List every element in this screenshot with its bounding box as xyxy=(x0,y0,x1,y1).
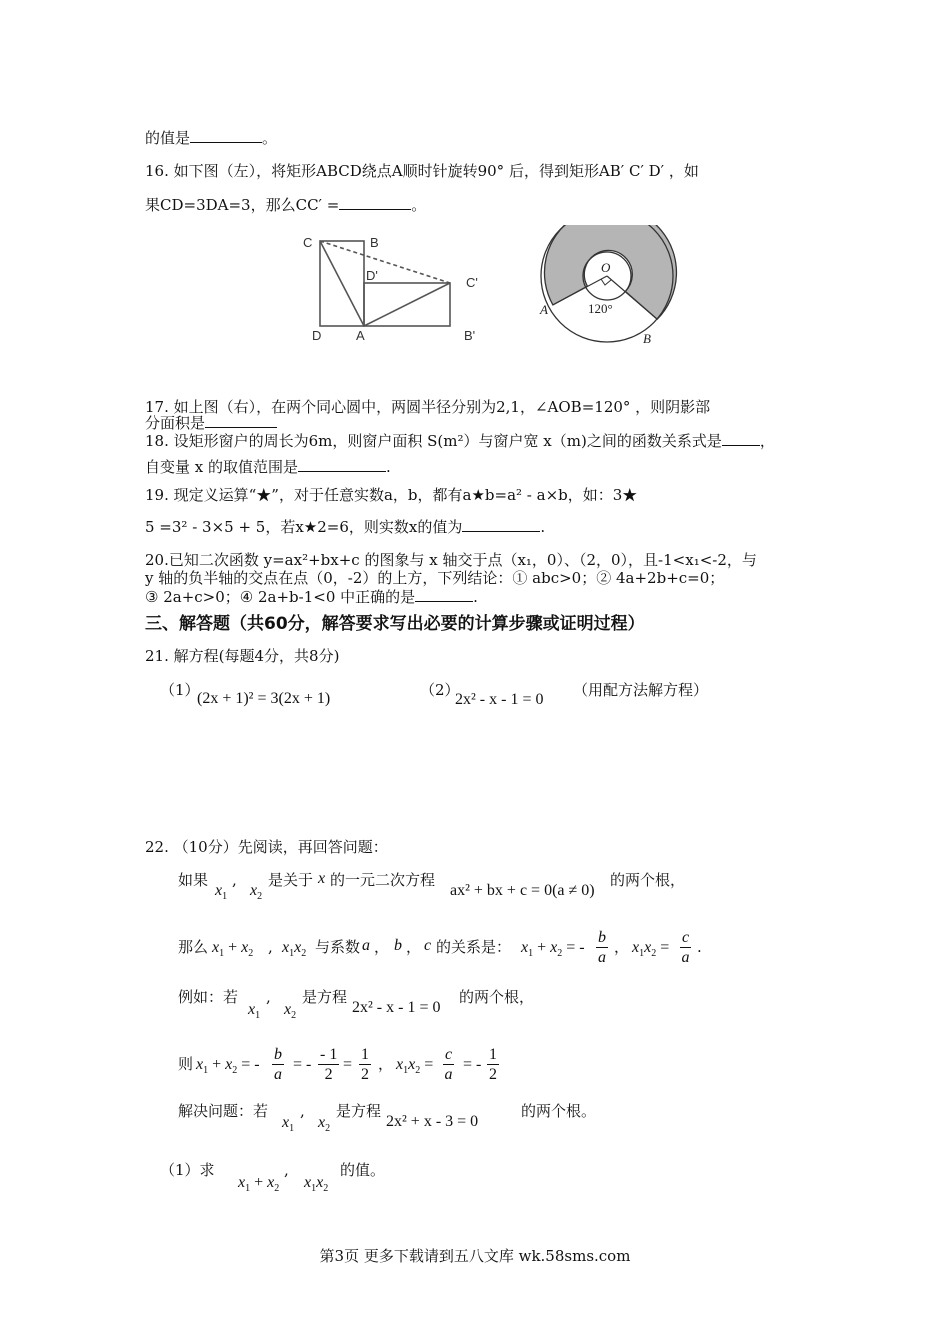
q22-quadratic: 的一元二次方程 xyxy=(330,871,436,889)
q16-end: 。 xyxy=(411,196,427,214)
q22-ex-eq2: = xyxy=(343,1056,353,1073)
q22-ex-frac4: $\frac{c}{a}$ xyxy=(444,1046,453,1083)
q18-line1 xyxy=(145,431,775,451)
q22-solve-x1: $x_1$ xyxy=(282,1114,295,1135)
q20-text: ③ 2a+c>0；④ 2a+b-1<0 中正确的是 xyxy=(145,588,416,606)
q18-line2 xyxy=(145,457,391,477)
q22-var-x: x xyxy=(318,870,326,887)
q22-general-eq: ax² + bx + c = 0(a ≠ 0) xyxy=(450,882,595,899)
segment-ca xyxy=(320,241,364,326)
page-footer: 第3页 更多下载请到五八文库 wk.58sms.com xyxy=(319,1247,631,1265)
q22-example-label: 例如：若 xyxy=(178,988,239,1006)
segment-c2a xyxy=(364,283,450,326)
label-c: C xyxy=(303,235,313,250)
label-b-prime: B' xyxy=(464,328,476,343)
q18-blank1 xyxy=(722,431,760,446)
q22-ex-frac2: $\frac{- 1}{2}$ xyxy=(320,1046,338,1083)
label-a: A xyxy=(356,328,365,343)
q22-ex-frac5: $\frac{1}{2}$ xyxy=(489,1046,497,1083)
q22-sum-formula: $x_1 + x_2$ = - xyxy=(521,939,585,960)
q17-line2 xyxy=(145,413,277,433)
angle-mark xyxy=(601,279,611,285)
q22-ex-eq1: = - xyxy=(293,1056,312,1073)
q20-line3 xyxy=(145,587,478,607)
q22-ex-comma2: ， xyxy=(378,1055,394,1073)
section-heading: 三、解答题（共60分，解答要求写出必要的计算步骤或证明过程） xyxy=(145,614,645,634)
q16-text: 果CD=3DA=3，那么CC′ = xyxy=(145,196,340,214)
q22-ex-comma: , xyxy=(266,988,271,1006)
q22-period: . xyxy=(697,938,702,956)
q22-ex-frac3: $\frac{1}{2}$ xyxy=(361,1046,369,1083)
q22-frac-b-a: $\frac{b}{a}$ xyxy=(598,929,606,966)
q22-product: $x_1x_2$ xyxy=(282,939,307,960)
q19-end: . xyxy=(540,518,546,536)
q17-text: 分面积是 xyxy=(145,414,206,432)
q22-x1: $x_1$ xyxy=(215,882,228,903)
q20-blank xyxy=(415,587,473,602)
q16-line2 xyxy=(145,195,426,215)
q21-eq1: (2x + 1)² = 3(2x + 1) xyxy=(197,690,331,707)
q22-comma4: ， xyxy=(406,938,422,956)
label-b: B xyxy=(643,331,651,346)
q22-then-label: 则 xyxy=(178,1055,194,1073)
q22-ex-end: 的两个根， xyxy=(459,988,535,1006)
q22-ex-eq: 2x² - x - 1 = 0 xyxy=(352,999,441,1016)
segment-cc2-dashed xyxy=(320,241,450,283)
q20-end: . xyxy=(473,588,478,606)
q22-x2: $x_2$ xyxy=(250,882,263,903)
q22-frac-c-a: $\frac{c}{a}$ xyxy=(681,929,690,966)
q21-part1-label: （1） xyxy=(160,681,200,699)
q22-solve-label: 解决问题：若 xyxy=(178,1102,269,1120)
label-b: B xyxy=(370,235,379,250)
q22-ex-x1: $x_1$ xyxy=(248,1001,261,1022)
q21-note: （用配方法解方程） xyxy=(573,681,709,699)
q22-sum: $x_1 + x_2$ xyxy=(212,939,254,960)
figure-rotated-rectangle xyxy=(300,228,500,353)
q16-blank xyxy=(339,195,411,210)
label-d: D xyxy=(312,328,322,343)
q22-product-formula: $x_1x_2$ = xyxy=(632,939,670,960)
q18-blank2 xyxy=(298,457,386,472)
q15-end: 。 xyxy=(262,129,278,147)
q22-ex-prod: $x_1x_2$ = xyxy=(396,1056,434,1077)
q21-part2-label: （2） xyxy=(420,681,460,699)
q22-sub1-prod: $x_1x_2$ xyxy=(304,1174,329,1195)
q18-text: 18. 设矩形窗户的周长为6m，则窗户面积 S(m²）与窗户宽 x（m)之间的函数关系式是 xyxy=(145,432,722,450)
q15-blank xyxy=(190,128,262,143)
q22-sub1-sum: $x_1 + x_2$ xyxy=(238,1174,280,1195)
q18-comma: ， xyxy=(759,432,775,450)
q22-ex-x2: $x_2$ xyxy=(284,1001,297,1022)
q20-line1: 20.已知二次函数 y=ax²+bx+c 的图象与 x 轴交于点（x₁，0）、（2，0），且-1<x₁<-2，与 xyxy=(145,551,757,569)
q17-line1: 17. 如上图（右），在两个同心圆中，两圆半径分别为2,1，∠AOB=120° ，则阴影部 xyxy=(145,398,711,416)
q22-ex-sum: $x_1 + x_2$ = - xyxy=(196,1056,260,1077)
q22-about: 是关于 xyxy=(268,871,314,889)
q22-relation: 的关系是： xyxy=(436,938,512,956)
figure-concentric-circles xyxy=(535,225,685,355)
label-o: O xyxy=(601,260,611,275)
q22-two-roots: 的两个根， xyxy=(610,871,686,889)
q22-sub1-comma: , xyxy=(284,1161,289,1179)
q22-solve-end: 的两个根。 xyxy=(521,1102,597,1120)
q18-text2: 自变量 x 的取值范围是 xyxy=(145,458,298,476)
q22-coef-a: a xyxy=(362,937,370,954)
q22-coef-b: b xyxy=(394,937,402,954)
q22-coeff: 与系数 xyxy=(315,938,361,956)
q22-solve-mid: 是方程 xyxy=(336,1102,382,1120)
q22-solve-x2: $x_2$ xyxy=(318,1114,331,1135)
q22-comma5: ， xyxy=(614,938,630,956)
q19-line2 xyxy=(145,517,545,537)
q20-line2: y 轴的负半轴的交点在点（0，-2）的上方，下列结论：① abc>0；② 4a+2b+c=0； xyxy=(145,569,725,587)
label-c-prime: C' xyxy=(466,275,478,290)
q22-if: 如果 xyxy=(178,871,209,889)
label-angle: 120° xyxy=(588,301,613,316)
q17-blank xyxy=(205,413,277,428)
q22-comma3: ， xyxy=(374,938,390,956)
q21-title: 21. 解方程(每题4分，共8分) xyxy=(145,647,340,665)
label-a: A xyxy=(540,302,548,317)
q15-text: 的值是 xyxy=(145,129,191,147)
q22-sub1-end: 的值。 xyxy=(340,1161,386,1179)
q22-sub1-label: （1）求 xyxy=(160,1161,215,1179)
q19-line1: 19. 现定义运算“★”，对于任意实数a，b，都有a★b=a² - a×b，如：3★ xyxy=(145,486,638,504)
q21-eq2: 2x² - x - 1 = 0 xyxy=(455,691,544,708)
label-d-prime: D' xyxy=(366,268,378,283)
q19-text: 5 =3² - 3×5 + 5，若x★2=6，则实数x的值为 xyxy=(145,518,463,536)
q22-ex-mid: 是方程 xyxy=(302,988,348,1006)
q22-ex-frac1: $\frac{b}{a}$ xyxy=(274,1046,282,1083)
q22-ex-eq3: = - xyxy=(463,1056,482,1073)
q22-comma1: , xyxy=(232,871,237,889)
q16-line1: 16. 如下图（左），将矩形ABCD绕点A顺时针旋转90° 后，得到矩形AB′ C′ D′ ，如 xyxy=(145,162,699,180)
q22-then: 那么 xyxy=(178,938,209,956)
q22-comma2: , xyxy=(268,938,273,956)
q22-title: 22. （10分）先阅读，再回答问题： xyxy=(145,838,388,856)
q22-solve-eq: 2x² + x - 3 = 0 xyxy=(386,1113,479,1130)
q19-blank xyxy=(462,517,540,532)
q18-end: . xyxy=(386,458,391,476)
q22-coef-c: c xyxy=(424,937,432,954)
q22-solve-comma: , xyxy=(300,1102,305,1120)
q15-tail xyxy=(145,128,277,148)
